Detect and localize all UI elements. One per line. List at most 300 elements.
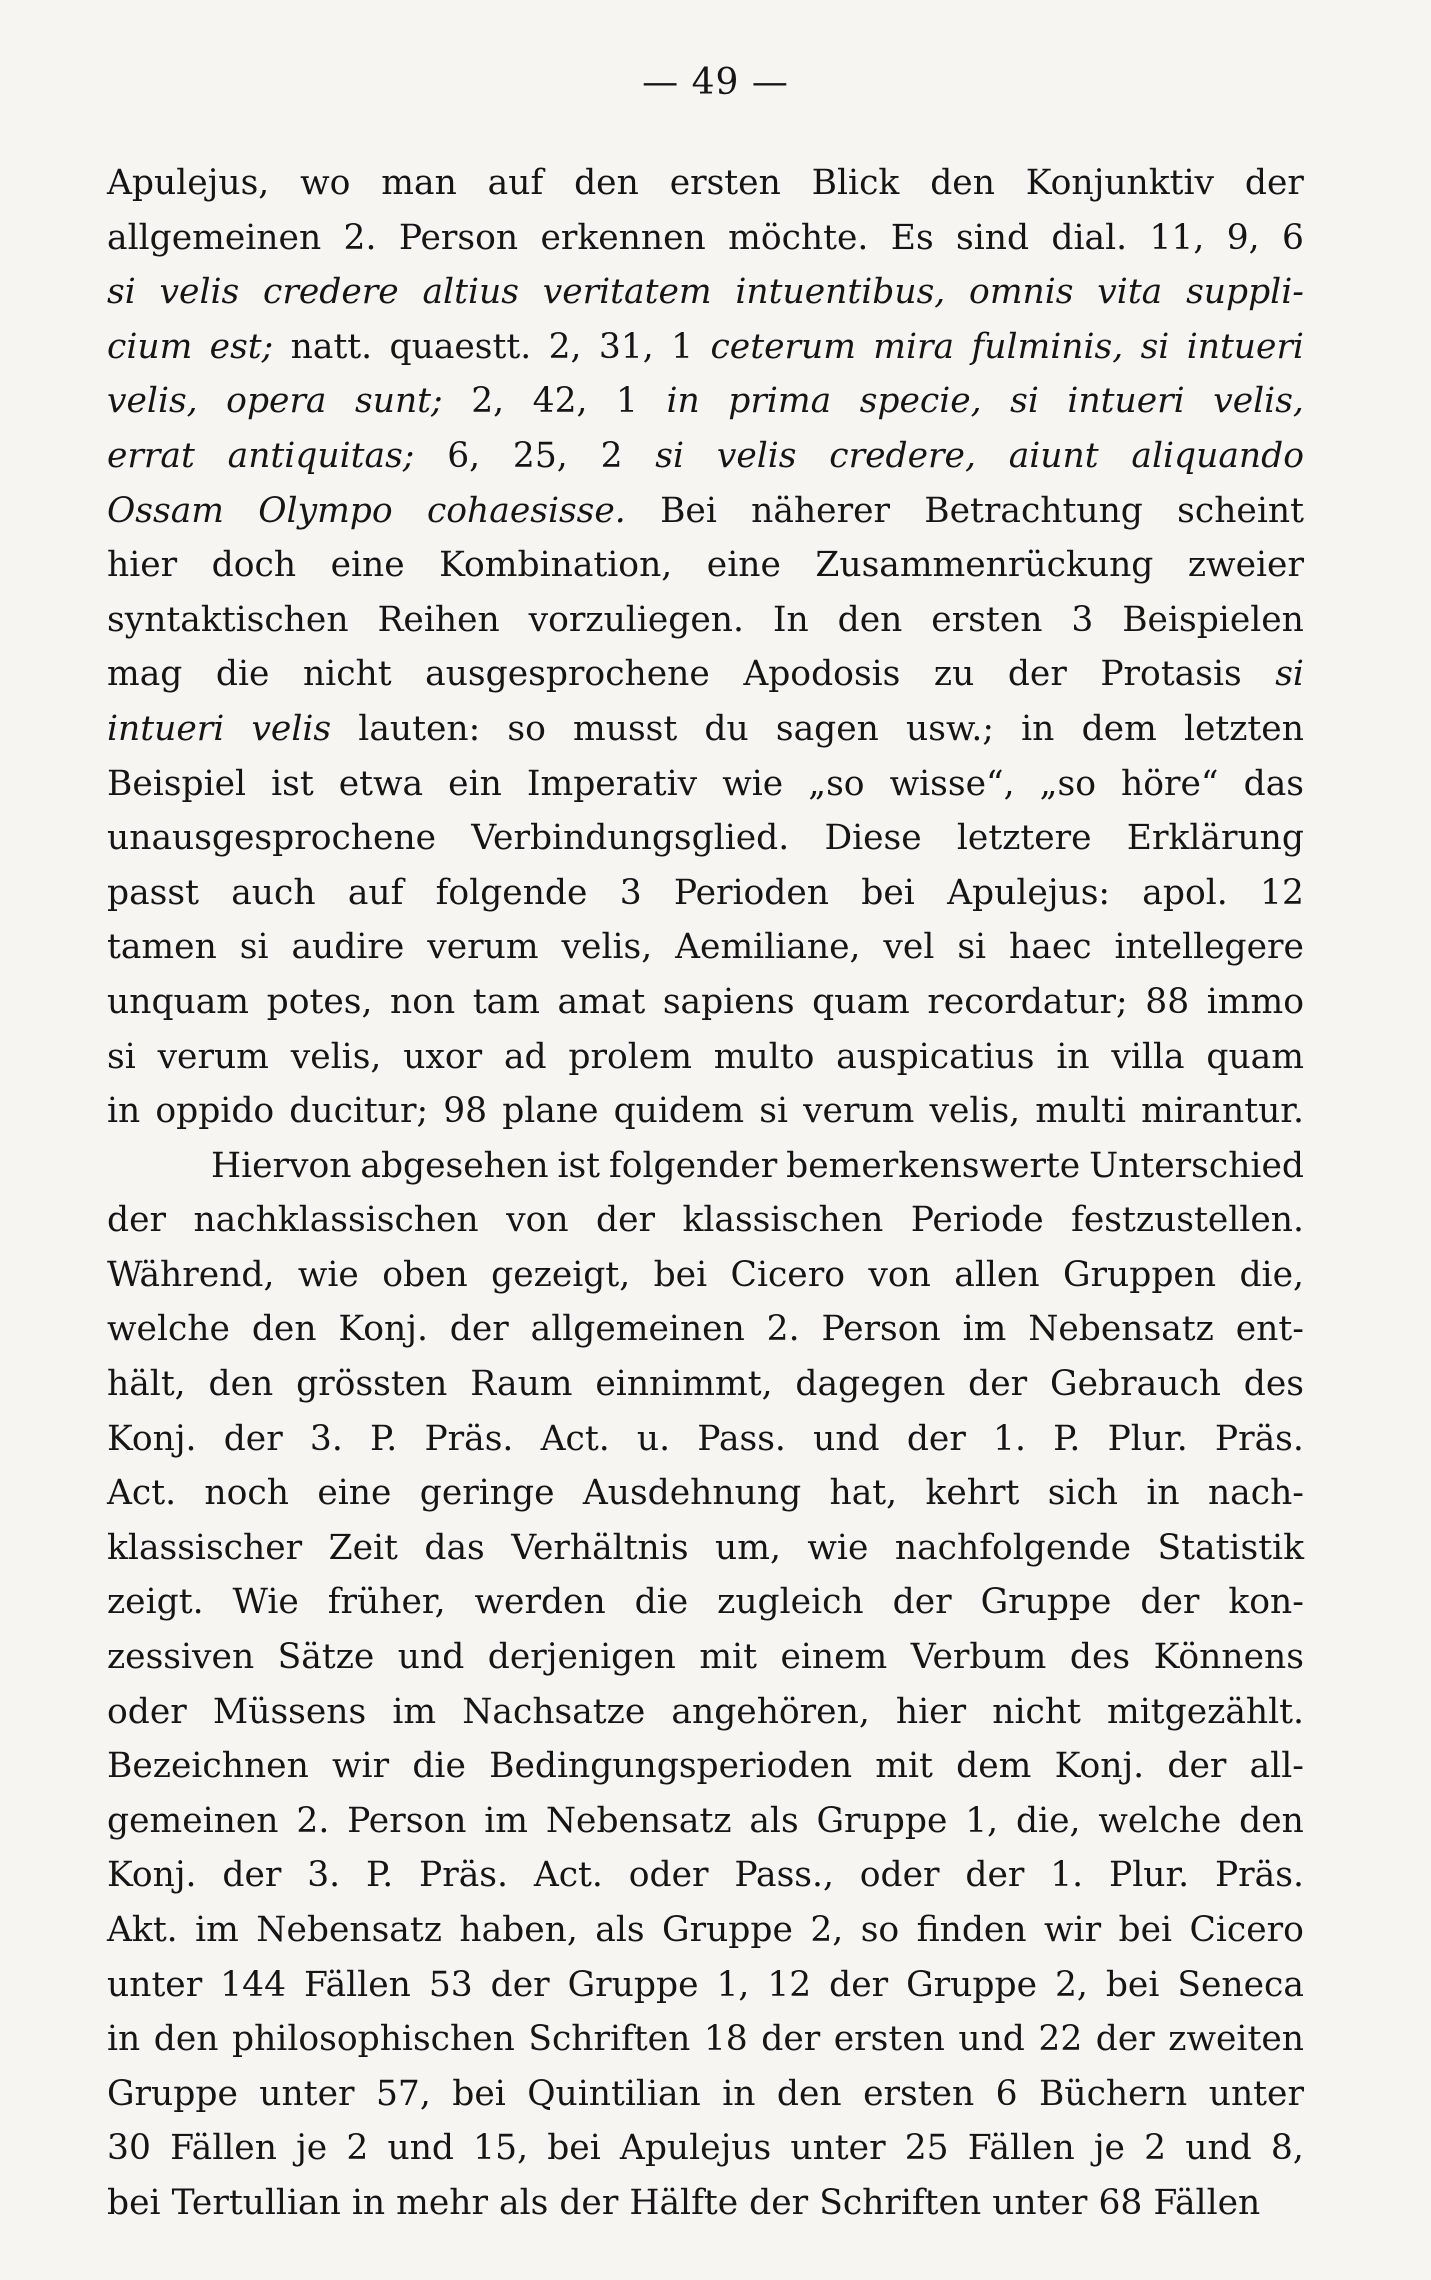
word: vorzuliegen.	[528, 599, 744, 640]
word: ent-	[1235, 1309, 1304, 1350]
word: quaestt.	[389, 326, 532, 367]
word: Bedingungsperioden	[489, 1746, 853, 1787]
word: 1	[671, 326, 694, 367]
italic-word: prima	[728, 381, 832, 422]
word: Gebrauch	[1050, 1364, 1221, 1405]
word: letzten	[1183, 708, 1304, 749]
word: 2,	[810, 1910, 844, 1950]
word: die	[412, 1746, 466, 1787]
word: 2.	[343, 217, 377, 258]
word: 2,	[548, 326, 582, 367]
word: so	[860, 1910, 900, 1950]
word: in	[1021, 708, 1055, 749]
word: erkennen	[540, 217, 706, 258]
word: 1,	[965, 1800, 999, 1841]
word: im	[962, 1309, 1007, 1350]
word: Nebensatz	[256, 1910, 442, 1950]
word: wir	[332, 1746, 390, 1787]
word: in	[1056, 1036, 1090, 1077]
word: Kombination,	[439, 545, 673, 586]
word: 6	[1282, 217, 1304, 258]
word: allgemeinen	[107, 217, 322, 258]
word: den	[776, 2073, 842, 2114]
word: ducitur;	[289, 1091, 429, 1132]
italic-word: si	[655, 435, 685, 476]
word: mitgezählt.	[1107, 1691, 1304, 1732]
word: unquam	[107, 981, 250, 1022]
word: die,	[1239, 1254, 1304, 1295]
italic-word: mira	[873, 326, 955, 367]
word: velis,	[561, 927, 653, 968]
word: abgesehen	[360, 1145, 549, 1186]
word: nicht	[302, 654, 392, 695]
word: usw.;	[906, 708, 994, 749]
word: folgende	[435, 872, 588, 913]
word: einem	[780, 1637, 888, 1678]
word: Gruppe	[662, 1910, 793, 1950]
word: hält,	[107, 1364, 186, 1405]
word: als	[499, 2182, 549, 2223]
word: 22	[1038, 2019, 1083, 2060]
word: geringe	[419, 1473, 555, 1514]
word: den	[1239, 1800, 1304, 1841]
word: si	[957, 927, 987, 968]
word: Gruppe	[567, 1964, 699, 2005]
word: nachfolgende	[894, 1527, 1132, 1568]
word: Plur.	[1107, 1418, 1188, 1459]
word: in	[722, 2073, 756, 2114]
text-line	[107, 1958, 1304, 2013]
word: 57,	[375, 2073, 431, 2114]
text-line	[107, 757, 1304, 812]
word: auspicatius	[836, 1036, 1035, 1077]
italic-word: cohaesisse.	[426, 490, 626, 531]
word: 98	[443, 1091, 488, 1132]
word: im	[195, 1910, 239, 1950]
word: je	[1093, 2128, 1125, 2169]
word: das	[1243, 763, 1304, 804]
word: 2.	[766, 1309, 800, 1350]
italic-word: si	[1275, 654, 1304, 695]
word: eine	[317, 1473, 392, 1514]
word: Quintilian	[527, 2073, 701, 2114]
word: und	[387, 2128, 455, 2169]
italic-word: si	[107, 272, 136, 313]
italic-word: intueri	[1186, 326, 1304, 367]
word: 25,	[512, 435, 568, 476]
word: vel	[883, 927, 935, 968]
italic-word: vita	[1097, 272, 1163, 313]
word: den	[930, 163, 995, 203]
word: im	[484, 1800, 529, 1841]
word: und	[397, 1637, 465, 1678]
text-line	[107, 1302, 1304, 1357]
word: von	[868, 1254, 931, 1295]
word: 2	[1144, 2128, 1167, 2169]
word: hier	[107, 545, 178, 586]
word: 3.	[307, 1855, 341, 1896]
word: Beispielen	[1122, 599, 1304, 640]
word: festzustellen.	[1071, 1200, 1304, 1241]
word: plane	[502, 1091, 599, 1132]
word: syntaktischen	[107, 599, 349, 640]
word: 2	[346, 2128, 369, 2169]
word: des	[1243, 1364, 1304, 1405]
italic-word: velis,	[1213, 381, 1304, 422]
word: sagen	[775, 708, 879, 749]
word: 53	[428, 1964, 473, 2005]
word: mehr	[396, 2182, 488, 2223]
word: bei	[861, 872, 915, 913]
word: der	[449, 1309, 509, 1350]
word: der	[1095, 2019, 1155, 2060]
word: amat	[557, 981, 646, 1022]
word: zeigt.	[107, 1582, 204, 1623]
word: Nachsatze	[462, 1691, 646, 1732]
word: der	[761, 2019, 821, 2060]
word: eine	[330, 545, 405, 586]
word: unter	[107, 1964, 203, 2005]
text-line	[107, 1357, 1304, 1412]
text-line	[107, 1193, 1304, 1248]
word: villa	[1111, 1036, 1185, 1077]
word: 8,	[1270, 2128, 1304, 2169]
text-line	[107, 156, 1304, 211]
word: Büchern	[1039, 2073, 1188, 2114]
page-number: — 49 —	[642, 62, 789, 103]
word: haec	[1009, 927, 1092, 968]
word: philosophischen	[232, 2019, 515, 2060]
word: letztere	[956, 818, 1092, 859]
word: Konj.	[107, 1418, 197, 1459]
word: der	[222, 1855, 282, 1896]
word: ersten	[669, 163, 781, 203]
word: prolem	[568, 1036, 692, 1077]
word: P.	[370, 1418, 398, 1459]
word: finden	[916, 1910, 1027, 1950]
italic-word: cium	[107, 326, 193, 367]
text-line	[107, 1084, 1304, 1139]
italic-word: velis	[716, 435, 797, 476]
italic-word: veritatem	[542, 272, 712, 313]
word: 1.	[993, 1418, 1026, 1459]
word: allen	[954, 1254, 1040, 1295]
word: Nebensatz	[1028, 1309, 1214, 1350]
italic-word: antiquitas;	[227, 435, 415, 476]
word: Verhältnis	[511, 1527, 689, 1568]
body-text	[107, 156, 1304, 2231]
word: dial.	[1051, 217, 1128, 258]
word: allgemeinen	[530, 1309, 745, 1350]
word: sind	[956, 217, 1030, 258]
word: Person	[398, 217, 519, 258]
word: von	[506, 1200, 569, 1241]
word: 6	[995, 2073, 1018, 2114]
word: Act.	[540, 1418, 610, 1459]
word: 6,	[447, 435, 481, 476]
word: musst	[573, 708, 678, 749]
word: Bei	[660, 490, 717, 531]
text-line	[107, 1848, 1304, 1903]
word: 12	[1260, 872, 1304, 913]
text-line	[107, 1466, 1304, 1521]
word: welche	[107, 1309, 230, 1350]
word: unter	[992, 2182, 1088, 2223]
word: Schriften	[819, 2182, 982, 2223]
word: „so	[808, 763, 865, 804]
word: 88	[1145, 981, 1190, 1022]
word: 2.	[296, 1800, 330, 1841]
italic-word: omnis	[969, 272, 1074, 313]
word: haben,	[459, 1910, 578, 1950]
word: P.	[365, 1855, 394, 1896]
word: hier	[895, 1691, 967, 1732]
word: so	[507, 708, 546, 749]
word: bemerkenswerte	[786, 1145, 1081, 1186]
word: Cicero	[1189, 1910, 1304, 1950]
word: verum	[803, 1091, 915, 1132]
text-line	[107, 538, 1304, 593]
word: sapiens	[662, 981, 795, 1022]
word: oppido	[155, 1091, 275, 1132]
text-line	[107, 1630, 1304, 1685]
text-line	[107, 1685, 1304, 1740]
word: Imperativ	[526, 763, 698, 804]
word: Bezeichnen	[107, 1746, 309, 1787]
word: 3	[619, 872, 642, 913]
word: Hälfte	[629, 2182, 739, 2223]
text-line	[107, 1903, 1304, 1958]
word: den	[208, 1364, 274, 1405]
italic-word: velis,	[107, 381, 198, 422]
word: Präs.	[1214, 1855, 1304, 1896]
word: mit	[875, 1746, 933, 1787]
word: Act.	[533, 1855, 603, 1896]
italic-word: in	[666, 381, 700, 422]
word: klassischer	[107, 1527, 303, 1568]
word: In	[772, 599, 809, 640]
word: man	[381, 163, 457, 203]
word: potes,	[266, 981, 373, 1022]
word: uxor	[403, 1036, 483, 1077]
word: im	[392, 1691, 437, 1732]
italic-word: velis	[159, 272, 240, 313]
word: Fällen	[170, 2128, 277, 2169]
word: grössten	[296, 1364, 448, 1405]
word: unter	[1208, 2073, 1304, 2114]
word: Apulejus:	[947, 872, 1111, 913]
word: einnimmt,	[595, 1364, 773, 1405]
text-line	[107, 2121, 1304, 2176]
word: kehrt	[925, 1473, 1020, 1514]
text-line	[107, 2067, 1304, 2122]
italic-word: si	[1010, 381, 1039, 422]
word: u.	[636, 1418, 671, 1459]
word: höre“	[1121, 763, 1219, 804]
text-line	[107, 265, 1304, 320]
word: quam	[1206, 1036, 1304, 1077]
word: Unterschied	[1089, 1145, 1304, 1186]
text-line	[107, 647, 1304, 702]
word: zu	[933, 654, 975, 695]
word: Periode	[910, 1200, 1044, 1241]
word: der	[1167, 1746, 1227, 1787]
word: bei	[107, 2182, 161, 2223]
word: Akt.	[107, 1910, 178, 1950]
word: nachklassischen	[193, 1200, 479, 1241]
word: Konj.	[1054, 1746, 1145, 1787]
text-line	[107, 866, 1304, 921]
word: tam	[472, 981, 540, 1022]
word: Aemiliane,	[675, 927, 861, 968]
word: auch	[231, 872, 316, 913]
word: Verbum	[910, 1637, 1047, 1678]
text-line	[107, 1248, 1304, 1303]
word: Während,	[107, 1254, 275, 1295]
word: Cicero	[730, 1254, 845, 1295]
word: derjenigen	[487, 1637, 676, 1678]
word: velis,	[929, 1091, 1021, 1132]
word: ersten	[833, 2019, 945, 2060]
word: als	[749, 1800, 799, 1841]
text-line	[107, 1412, 1304, 1467]
word: unter	[790, 2128, 886, 2169]
word: si	[239, 927, 269, 968]
text-line	[107, 593, 1304, 648]
word: „so	[1039, 763, 1096, 804]
text-line	[107, 1030, 1304, 1085]
italic-word: sunt;	[355, 381, 443, 422]
word: lauten:	[358, 708, 481, 749]
word: zessiven	[107, 1637, 255, 1678]
word: wo	[300, 163, 351, 203]
word: verum	[427, 927, 539, 968]
word: Apulejus,	[107, 163, 270, 203]
word: auf	[347, 872, 404, 913]
word: der	[596, 1200, 656, 1241]
word: apol.	[1142, 872, 1228, 913]
word: 3.	[309, 1418, 343, 1459]
word: 1,	[716, 1964, 750, 2005]
word: 1	[616, 381, 638, 422]
italic-word: si	[1140, 326, 1170, 367]
word: Konj.	[338, 1309, 428, 1350]
word: bei	[452, 2073, 506, 2114]
word: Diese	[824, 818, 922, 859]
word: den	[574, 163, 639, 203]
word: Es	[890, 217, 934, 258]
text-line	[107, 1794, 1304, 1849]
italic-word: errat	[107, 435, 195, 476]
text-line	[107, 374, 1304, 429]
word: den	[251, 1309, 317, 1350]
word: Präs.	[1214, 1418, 1304, 1459]
italic-word: credere	[263, 272, 399, 313]
word: der	[892, 1582, 952, 1623]
word: den	[837, 599, 903, 640]
word: kon-	[1228, 1582, 1304, 1623]
text-line	[107, 1575, 1304, 1630]
word: Konj.	[107, 1855, 197, 1896]
word: der	[906, 1418, 966, 1459]
word: Hiervon	[211, 1145, 352, 1186]
word: noch	[204, 1473, 289, 1514]
text-line	[107, 2176, 1304, 2231]
word: zweier	[1187, 545, 1304, 586]
word: immo	[1206, 981, 1304, 1022]
word: 144	[220, 1964, 287, 2005]
word: ein	[448, 763, 502, 804]
text-line	[107, 484, 1304, 539]
word: Zusammenrückung	[815, 545, 1154, 586]
word: 2,	[1054, 1964, 1088, 2005]
word: die	[634, 1582, 689, 1623]
word: ausgesprochene	[425, 654, 710, 695]
word: Präs.	[419, 1855, 508, 1896]
word: wisse“,	[889, 763, 1015, 804]
word: der	[1007, 654, 1067, 695]
text-line	[107, 975, 1304, 1030]
word: Raum	[470, 1364, 573, 1405]
word: welche	[1098, 1800, 1222, 1841]
word: tamen	[107, 927, 217, 968]
word: der	[107, 1200, 166, 1241]
word: Person	[821, 1309, 941, 1350]
word: werden	[474, 1582, 606, 1623]
italic-word: intueri	[1067, 381, 1185, 422]
word: Gruppe	[816, 1800, 948, 1841]
italic-word: fulminis,	[971, 326, 1124, 367]
italic-word: Ossam	[107, 490, 224, 531]
word: früher,	[327, 1582, 446, 1623]
text-line	[107, 811, 1304, 866]
word: je	[296, 2128, 328, 2169]
word: auf	[487, 163, 544, 203]
word: 25	[904, 2128, 949, 2169]
word: bei	[547, 2128, 601, 2169]
word: Protasis	[1100, 654, 1242, 695]
italic-word: aliquando	[1131, 435, 1304, 476]
word: angehören,	[671, 1691, 870, 1732]
word: Person	[347, 1800, 467, 1841]
text-line	[107, 920, 1304, 975]
word: der	[490, 1964, 550, 2005]
word: dem	[956, 1746, 1032, 1787]
word: bei	[653, 1254, 708, 1295]
word: dem	[1081, 708, 1157, 749]
word: verum	[157, 1036, 269, 1077]
word: ist	[271, 763, 314, 804]
word: möchte.	[728, 217, 869, 258]
word: die	[215, 654, 270, 695]
word: klassischen	[682, 1200, 884, 1241]
word: Zeit	[328, 1527, 398, 1568]
word: hat,	[829, 1473, 898, 1514]
word: 3	[1071, 599, 1094, 640]
word: natt.	[290, 326, 373, 367]
word: doch	[211, 545, 297, 586]
word: als	[595, 1910, 645, 1950]
word: Reihen	[377, 599, 500, 640]
word: Verbindungsglied.	[471, 818, 790, 859]
word: und	[1185, 2128, 1252, 2169]
word: mit	[699, 1637, 757, 1678]
word: zweiten	[1168, 2019, 1304, 2060]
word: gezeigt,	[491, 1254, 631, 1295]
word: Beispiel	[107, 763, 247, 804]
word: folgender	[608, 1145, 778, 1186]
word: non	[390, 981, 456, 1022]
